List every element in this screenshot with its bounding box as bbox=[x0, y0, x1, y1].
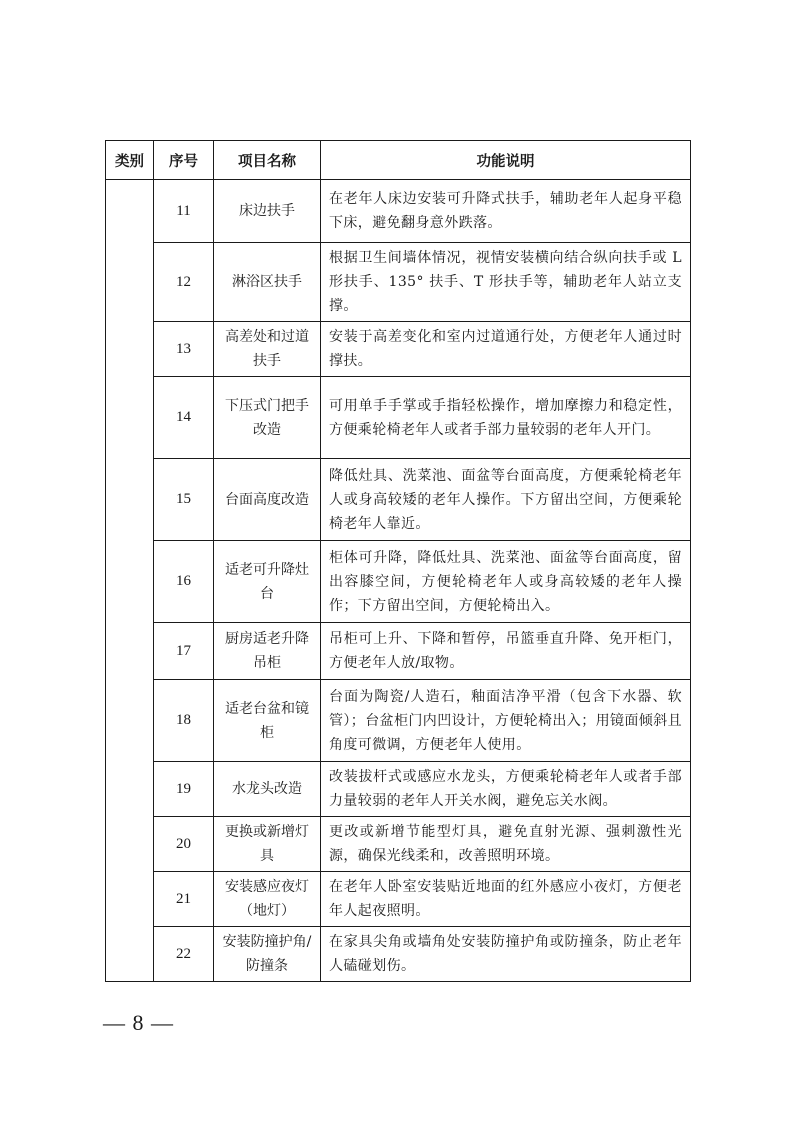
item-description: 在家具尖角或墙角处安装防撞护角或防撞条，防止老年人磕碰划伤。 bbox=[321, 927, 691, 982]
item-number: 20 bbox=[154, 817, 214, 872]
item-description: 可用单手手掌或手指轻松操作，增加摩擦力和稳定性，方便乘轮椅老年人或者手部力量较弱的老年人开门。 bbox=[321, 377, 691, 459]
item-name: 适老可升降灶台 bbox=[214, 541, 321, 623]
item-name: 适老台盆和镜柜 bbox=[214, 680, 321, 762]
item-name: 床边扶手 bbox=[214, 180, 321, 243]
table-row bbox=[106, 680, 691, 762]
item-description: 改装拔杆式或感应水龙头，方便乘轮椅老年人或者手部力量较弱的老年人开关水阀，避免忘关水阀。 bbox=[321, 762, 691, 817]
item-name: 水龙头改造 bbox=[214, 762, 321, 817]
header-name: 项目名称 bbox=[214, 141, 321, 180]
item-description: 更改或新增节能型灯具，避免直射光源、强刺激性光源，确保光线柔和，改善照明环境。 bbox=[321, 817, 691, 872]
item-number: 15 bbox=[154, 459, 214, 541]
table-row bbox=[106, 817, 691, 872]
item-number: 18 bbox=[154, 680, 214, 762]
item-description: 台面为陶瓷/人造石，釉面洁净平滑（包含下水器、软管）；台盆柜门内凹设计，方便轮椅出入；用镜面倾斜且角度可微调，方便老年人使用。 bbox=[321, 680, 691, 762]
item-number: 14 bbox=[154, 377, 214, 459]
item-number: 11 bbox=[154, 180, 214, 243]
table-header-row bbox=[106, 141, 691, 180]
item-description: 安装于高差变化和室内过道通行处，方便老年人通过时撑扶。 bbox=[321, 322, 691, 377]
item-description: 根据卫生间墙体情况，视情安装横向结合纵向扶手或 L 形扶手、135° 扶手、T 形扶手等，辅助老年人站立支撑。 bbox=[321, 243, 691, 322]
table-row bbox=[106, 541, 691, 623]
table-row bbox=[106, 927, 691, 982]
item-name: 更换或新增灯具 bbox=[214, 817, 321, 872]
item-number: 22 bbox=[154, 927, 214, 982]
item-name: 安装防撞护角/防撞条 bbox=[214, 927, 321, 982]
item-description: 降低灶具、洗菜池、面盆等台面高度，方便乘轮椅老年人或身高较矮的老年人操作。下方留出空间，方便乘轮椅老年人靠近。 bbox=[321, 459, 691, 541]
table-row bbox=[106, 762, 691, 817]
renovation-items-table bbox=[105, 140, 691, 982]
header-category: 类别 bbox=[106, 141, 154, 180]
item-number: 21 bbox=[154, 872, 214, 927]
item-name: 高差处和过道扶手 bbox=[214, 322, 321, 377]
page-number: — 8 — bbox=[103, 1010, 174, 1035]
item-number: 17 bbox=[154, 623, 214, 680]
item-description: 柜体可升降，降低灶具、洗菜池、面盆等台面高度，留出容膝空间，方便轮椅老年人或身高较矮的老年人操作；下方留出空间，方便轮椅出入。 bbox=[321, 541, 691, 623]
header-description: 功能说明 bbox=[321, 141, 691, 180]
item-name: 下压式门把手改造 bbox=[214, 377, 321, 459]
item-description: 吊柜可上升、下降和暂停，吊篮垂直升降、免开柜门，方便老年人放/取物。 bbox=[321, 623, 691, 680]
table-row bbox=[106, 872, 691, 927]
item-description: 在老年人床边安装可升降式扶手，辅助老年人起身平稳下床，避免翻身意外跌落。 bbox=[321, 180, 691, 243]
table-row bbox=[106, 180, 691, 243]
table-row bbox=[106, 243, 691, 322]
item-name: 安装感应夜灯（地灯） bbox=[214, 872, 321, 927]
table-row bbox=[106, 377, 691, 459]
header-number: 序号 bbox=[154, 141, 214, 180]
category-cell bbox=[106, 180, 154, 982]
item-number: 16 bbox=[154, 541, 214, 623]
item-number: 12 bbox=[154, 243, 214, 322]
item-description: 在老年人卧室安装贴近地面的红外感应小夜灯，方便老年人起夜照明。 bbox=[321, 872, 691, 927]
item-number: 19 bbox=[154, 762, 214, 817]
table-row bbox=[106, 322, 691, 377]
table-row bbox=[106, 459, 691, 541]
item-name: 台面高度改造 bbox=[214, 459, 321, 541]
item-name: 淋浴区扶手 bbox=[214, 243, 321, 322]
table-row bbox=[106, 623, 691, 680]
item-number: 13 bbox=[154, 322, 214, 377]
item-name: 厨房适老升降吊柜 bbox=[214, 623, 321, 680]
